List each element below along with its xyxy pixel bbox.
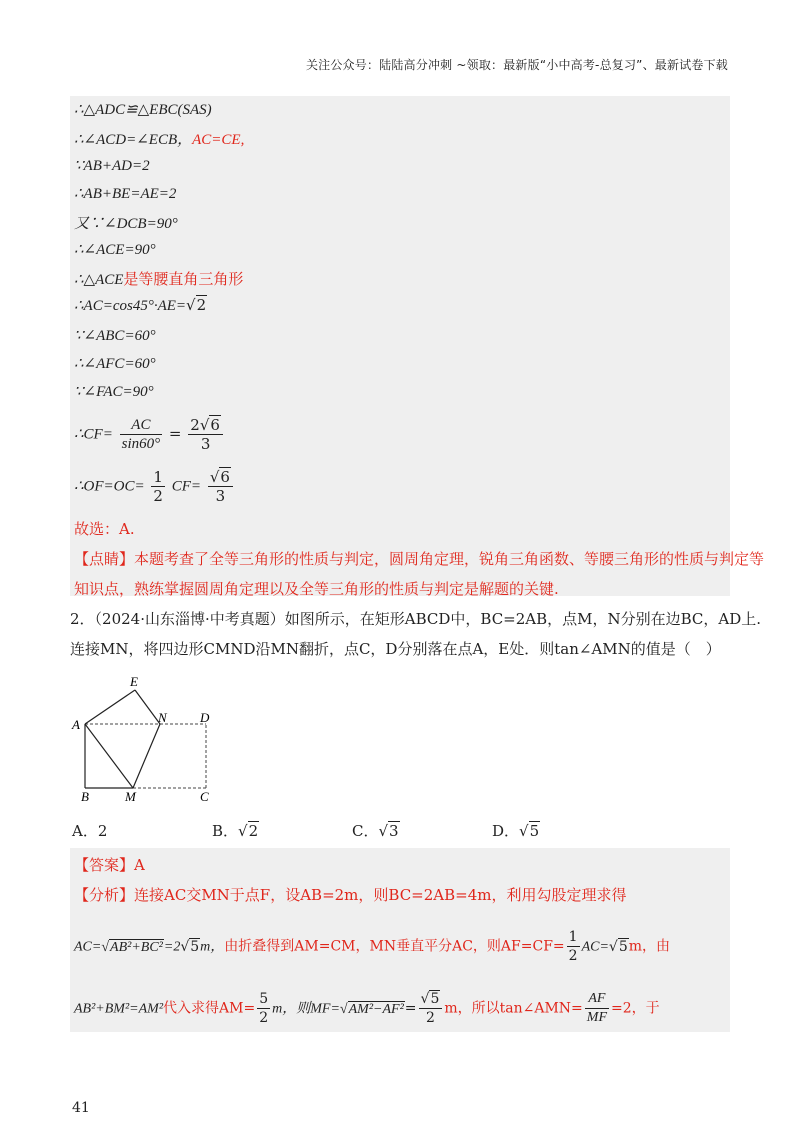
geometry-figure: [70, 672, 220, 807]
fraction: $\frac{AF}{MF}$: [586, 991, 607, 1025]
point-label-B: B: [81, 789, 89, 804]
segment-AE: [85, 690, 135, 724]
comment-line: 【点睛】本题考查了全等三角形的性质与判定，圆周角定理，锐角三角函数、等腰三角形的性质与判定等: [74, 550, 765, 568]
point-label-C: C: [200, 789, 209, 804]
solution-line: ∵∠ABC=60°: [74, 328, 156, 344]
solution-line: 又∵∠DCB=90°: [74, 216, 178, 232]
page-number: 41: [72, 1100, 90, 1116]
segment-NM: [133, 724, 160, 788]
option-d[interactable]: D．√5: [492, 822, 540, 840]
segment-AM: [85, 724, 133, 788]
solution-line: ∵AB+AD=2: [74, 158, 150, 174]
segment-EN: [135, 690, 160, 724]
solution-line: ∴CF= $\frac{AC}{\sin 60^\circ}$ = $\frac{2√6}{3}$: [74, 416, 225, 453]
solution-block-bottom: [70, 848, 730, 1032]
fraction: $\frac{√6}{3}$: [208, 468, 233, 505]
answer-line: 【答案】A: [74, 856, 145, 874]
option-a[interactable]: A．2: [72, 822, 108, 840]
solution-line: ∵∠FAC=90°: [74, 384, 154, 400]
fraction: $\frac{1}{2}$: [568, 929, 578, 964]
choice-line: 故选：A.: [74, 520, 135, 538]
solution-line: ∴AC=cos45°·AE=√2: [74, 296, 207, 314]
question-line-1: 2．（2024·山东淄博·中考真题）如图所示，在矩形ABCD中，BC=2AB，点M，N分别在边BC，AD上.: [70, 610, 762, 628]
point-label-N: N: [158, 710, 167, 725]
solution-line: ∴OF=OC= $\frac{1}{2}$ CF= $\frac{√6}{3}$: [74, 468, 235, 505]
analysis-line: AC=√AB²+BC²=2√5m，由折叠得到AM=CM，MN垂直平分AC，则AF=CF= $\frac{1}{2}$ AC=√5m，由: [74, 929, 671, 964]
point-label-M: M: [125, 789, 136, 804]
solution-line: ∴AB+BE=AE=2: [74, 186, 177, 202]
option-b[interactable]: B．√2: [212, 822, 259, 840]
page-header: 关注公众号：陆陆高分冲刺 ~领取：最新版“小中高考-总复习”、最新试卷下载: [305, 58, 728, 72]
solution-line: ∴△ADC≌△EBC(SAS): [74, 102, 212, 118]
fraction: $\frac{AC}{\sin 60^\circ}$: [121, 417, 161, 452]
option-c[interactable]: C．√3: [352, 822, 399, 840]
fraction: $\frac{5}{2}$: [259, 991, 269, 1026]
solution-line: ∴∠ACD=∠ECB，AC=CE,: [74, 132, 245, 148]
analysis-line: 【分析】连接AC交MN于点F，设AB=2m，则BC=2AB=4m，利用勾股定理求得: [74, 886, 627, 904]
fraction: $\frac{1}{2}$: [153, 468, 163, 505]
question-line-2: 连接MN，将四边形CMND沿MN翻折，点C，D分别落在点A，E处．则tan∠AMN的值是（ ）: [70, 640, 721, 658]
analysis-line: AB²+BM²=AM²代入求得AM= $\frac{5}{2}$ m，则MF=√AM²−AF²= $\frac{√5}{2}$ m，所以tan∠AMN= $\frac{AF}{MF}$ =2，于: [74, 991, 660, 1026]
solution-block-top: [70, 96, 765, 598]
solution-line: ∴∠AFC=60°: [74, 356, 156, 372]
point-label-D: D: [200, 710, 210, 725]
solution-line: ∴△ACE是等腰直角三角形: [74, 270, 244, 288]
point-label-A: A: [72, 717, 80, 732]
comment-line: 知识点，熟练掌握圆周角定理以及全等三角形的性质与判定是解题的关键.: [74, 580, 559, 598]
point-label-E: E: [130, 674, 138, 689]
fraction: $\frac{2√6}{3}$: [188, 416, 223, 453]
solution-line: ∴∠ACE=90°: [74, 242, 156, 258]
fraction: $\frac{√5}{2}$: [419, 990, 443, 1027]
